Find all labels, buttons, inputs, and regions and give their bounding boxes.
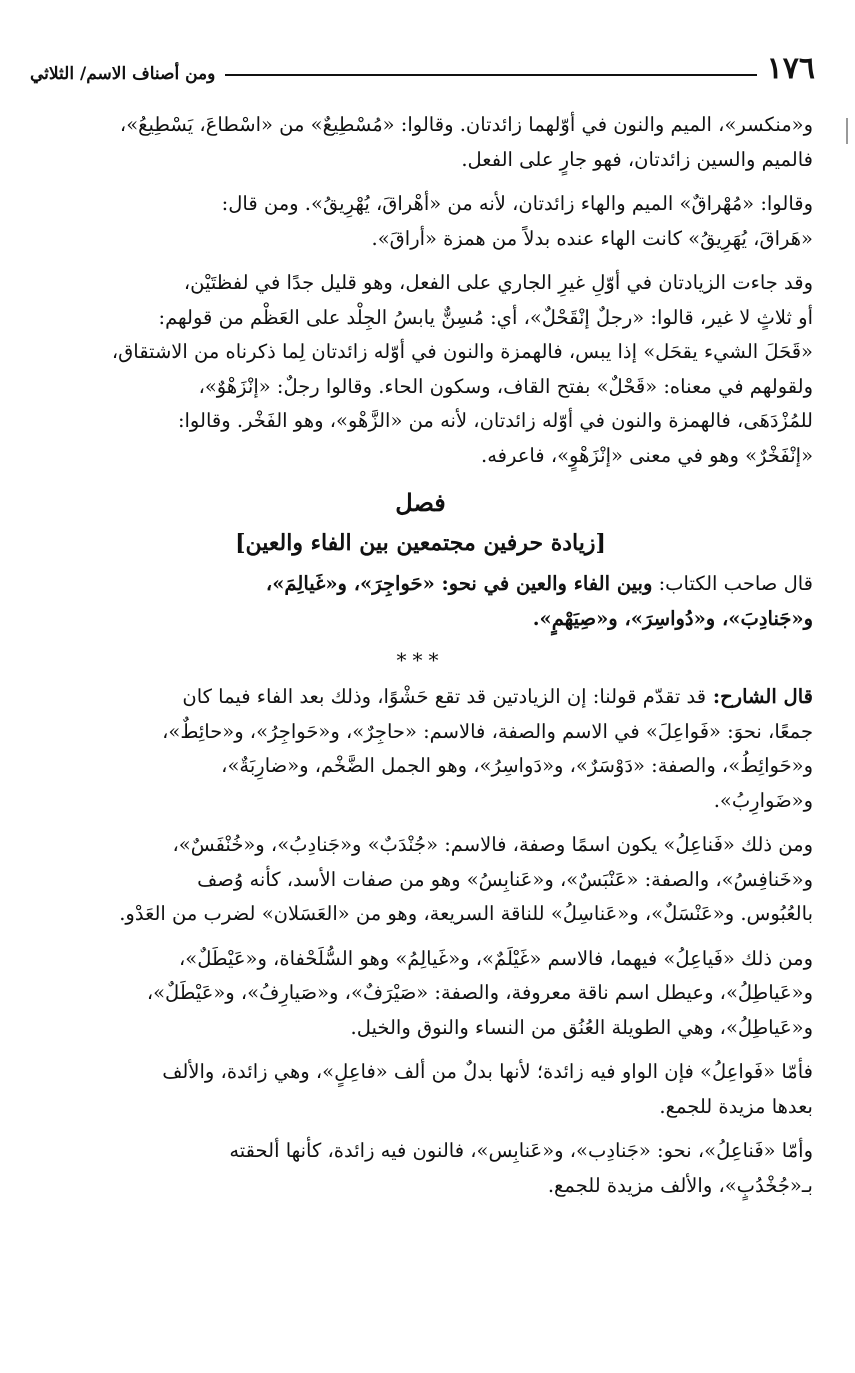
header-rule — [225, 74, 756, 76]
text-line: و«ضَوارِبُ». — [713, 788, 813, 812]
paragraph-3 — [28, 266, 813, 473]
text-line: بالعُبُوس. و«عَنْسَلٌ»، و«عَناسِلُ» للناقة السريعة، وهو من «العَسَلان» لضرب من العَدْو. — [119, 902, 813, 925]
text-line: فالميم والسين زائدتان، فهو جارٍ على الفعل. — [461, 147, 813, 171]
commentator-lead: قال الشارح: — [706, 685, 813, 708]
text-line: بعدها مزيدة للجمع. — [659, 1094, 813, 1118]
text-line: جمعًا، نحوَ: «فَواعِلَ» في الاسم والصفة، فالاسم: «حاجِرٌ»، و«حَواجِرُ»، و«حائِطٌ»، — [162, 719, 813, 743]
text-line: «إنْفَخْرٌ» وهو في معنى «إنْزَهْوٍ»، فاعرفه. — [481, 443, 813, 467]
text-line: فأمّا «فَواعِلُ» فإن الواو فيه زائدة؛ لأنها بدلٌ من ألف «فاعِلٍ»، وهي زائدة، والألف — [162, 1060, 813, 1083]
text-span: قد تقدّم قولنا: إن الزيادتين قد تقع حَشْوًا، وذلك بعد الفاء فيما كان — [182, 685, 707, 708]
quote-line — [28, 567, 813, 602]
text-line: وقالوا: «مُهْراقٌ» الميم والهاء زائدتان، لأنه من «أهْراقَ، يُهْرِيقُ». ومن قال: — [221, 192, 813, 215]
page-body — [28, 108, 813, 1213]
commentary-paragraph-4 — [28, 1055, 813, 1124]
text-line: ومن ذلك «فَناعِلُ» يكون اسمًا وصفة، فالاسم: «جُنْدَبٌ» و«جَنادِبُ»، و«خُنْفَسٌ»، — [172, 833, 813, 856]
commentary-paragraph-3 — [28, 942, 813, 1046]
commentary-paragraph-5 — [28, 1134, 813, 1203]
text-line: و«عَياطِلُ»، وعيطل اسم ناقة معروفة، والصفة: «صَيْرَفٌ»، و«صَيارِفُ»، و«عَيْطَلٌ»، — [146, 981, 813, 1004]
paragraph-2 — [28, 187, 813, 256]
text-line: وأمّا «فَناعِلُ»، نحو: «جَنادِب»، و«عَنابِس»، فالنون فيه زائدة، كأنها ألحقته — [229, 1139, 813, 1162]
text-line: و«حَوائِطُ»، والصفة: «دَوْسَرٌ»، و«دَواسِرُ»، وهو الجمل الضَّخْم، و«ضارِبَةٌ»، — [221, 754, 813, 777]
text-line: وقد جاءت الزيادتان في أوّلِ غيرِ الجاري على الفعل، وهو قليل جدًا في لفظتَيْن، — [183, 271, 813, 294]
paragraph-1 — [28, 108, 813, 177]
section-subtitle: [زيادة حرفين مجتمعين بين الفاء والعين] — [235, 530, 606, 556]
commentary-paragraph-1 — [28, 680, 813, 818]
running-title: ومن أصناف الاسم/ الثلاثي — [30, 64, 216, 84]
text-line: ولقولهم في معناه: «قَحْلٌ» بفتح القاف، وسكون الحاء. وقالوا رجلٌ: «إنْزَهْوٌ»، — [198, 374, 813, 398]
section-title: فصل — [395, 488, 446, 517]
page-number: ١٧٦ — [766, 51, 815, 86]
author-quote — [28, 567, 813, 636]
page-header — [30, 42, 815, 90]
text-line — [28, 680, 813, 715]
text-line: و«عَياطِلُ»، وهي الطويلة العُنُق من النساء والنوق والخيل. — [350, 1015, 813, 1039]
text-line: «هَراقَ، يُهَرِيقُ» كانت الهاء عنده بدلاً من همزة «أراقَ». — [371, 226, 813, 250]
text-line: للمُزْدَهَى، فالهمزة والنون في أوّله زائدتان، لأنه من «الزَّهْو»، وهو الفَخْر. وقالوا: — [177, 409, 813, 432]
page-edge-mark — [846, 118, 848, 144]
quote-bold-text: وبين الفاء والعين في نحو: «حَواجِرَ»، و«غَيالِمَ»، — [265, 572, 653, 595]
text-line: و«منكسر»، الميم والنون في أوّلهما زائدتان. وقالوا: «مُسْطِيعٌ» من «اسْطاعَ، يَسْطِيعُ»، — [119, 113, 813, 136]
text-line: بـ«جُخْدُبٍ»، والألف مزيدة للجمع. — [547, 1173, 813, 1197]
text-line: ومن ذلك «فَياعِلُ» فيهما، فالاسم «غَيْلَمٌ»، و«غَيالِمُ» وهو السُّلَحْفاة، و«عَيْطَلٌ»، — [179, 946, 813, 970]
quote-line: و«جَنادِبَ»، و«دُواسِرَ»، و«صِيَهْمٍ». — [532, 606, 813, 630]
commentary-paragraph-2 — [28, 828, 813, 932]
asterisk-separator: *** — [396, 648, 445, 672]
quote-lead: قال صاحب الكتاب: — [652, 572, 813, 595]
text-line: «قَحَلَ الشيء يقحَل» إذا يبس، فالهمزة والنون في أوّله زائدتان لِما ذكرناه من الاشتقاق، — [111, 340, 813, 363]
text-line: و«خَنافِسُ»، والصفة: «عَنْبَسٌ»، و«عَنابِسُ» وهو من صفات الأسد، كأنه وُصف — [197, 867, 813, 891]
text-line: أو ثلاثٍ لا غير، قالوا: «رجلٌ إنْقَحْلٌ»، أي: مُسِنٌّ يابسُ الجِلْد على العَظْم من قولهم: — [158, 305, 813, 329]
